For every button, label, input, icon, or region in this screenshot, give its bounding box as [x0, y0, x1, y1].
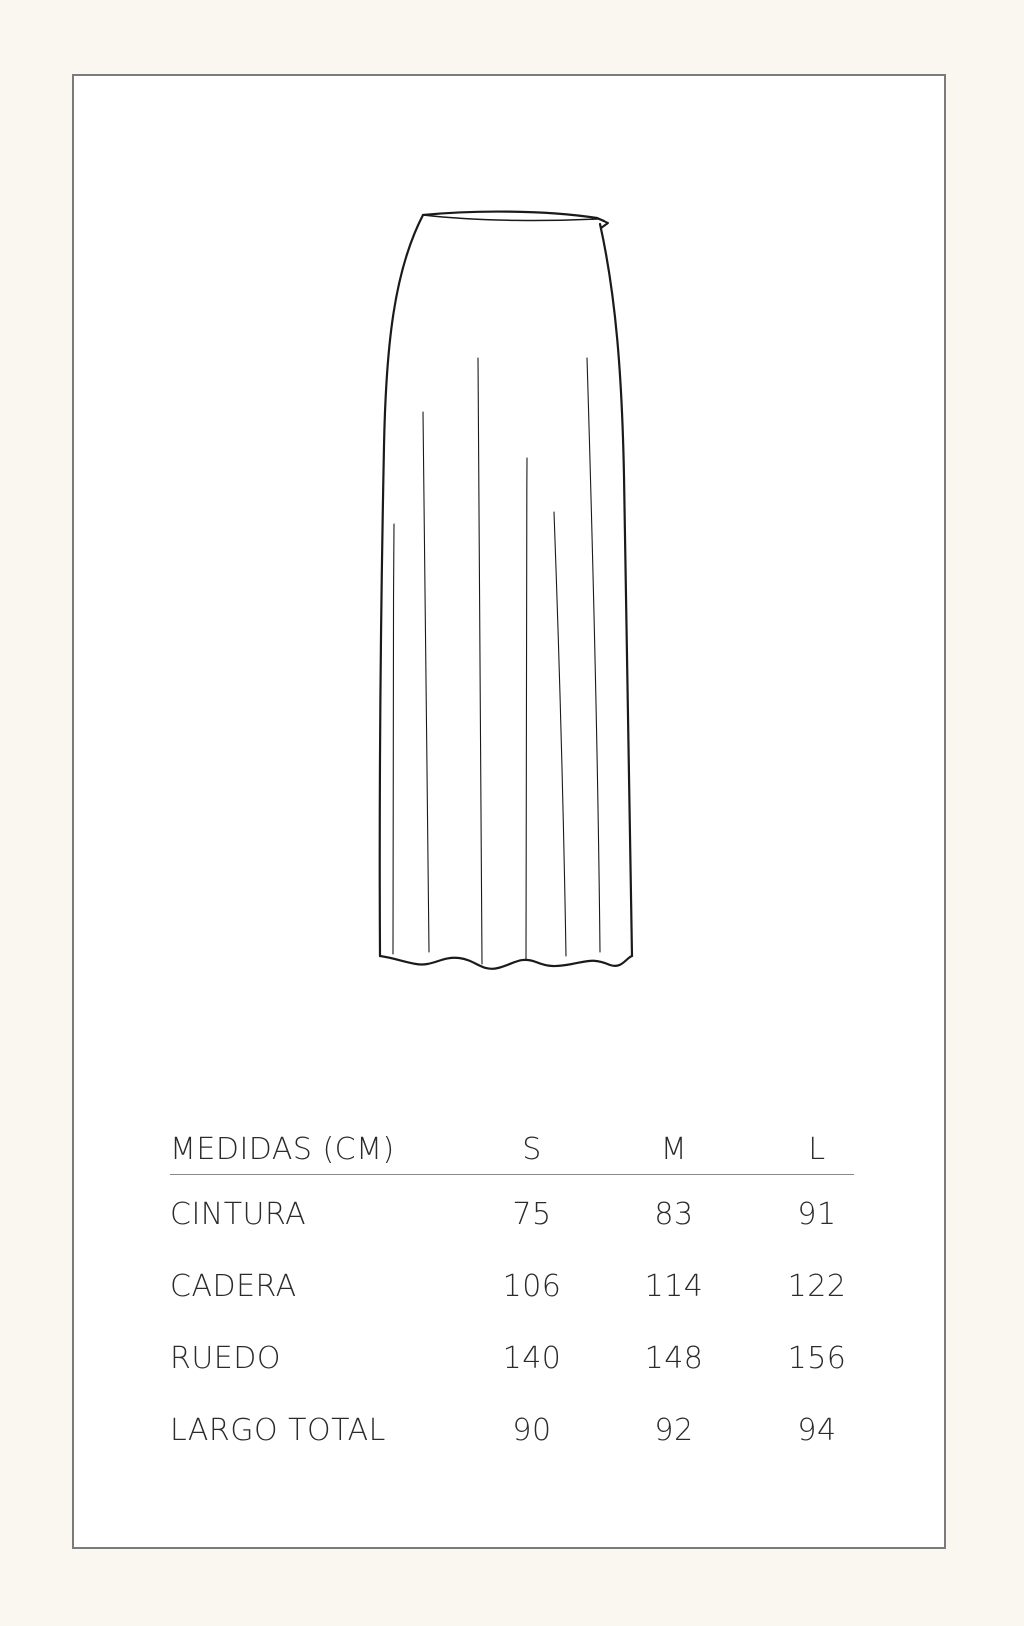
row-label: CINTURA	[170, 1197, 307, 1232]
size-guide-card	[72, 74, 946, 1549]
table-row-cadera	[170, 1247, 854, 1319]
size-table	[170, 1116, 854, 1463]
skirt-left-outline	[380, 215, 423, 956]
table-row-ruedo	[170, 1319, 854, 1391]
skirt-waistband-tie	[597, 218, 608, 228]
value-l: 94	[797, 1413, 837, 1448]
value-m: 148	[644, 1341, 704, 1376]
value-s: 106	[502, 1269, 562, 1304]
skirt-fold-line	[526, 458, 527, 960]
value-m: 83	[654, 1197, 694, 1232]
value-l: 91	[797, 1197, 837, 1232]
value-l: 156	[787, 1341, 847, 1376]
value-s: 90	[512, 1413, 552, 1448]
skirt-fold-line	[587, 358, 600, 952]
row-label: RUEDO	[170, 1341, 281, 1376]
measurements-header-label: MEDIDAS (CM)	[170, 1132, 395, 1167]
skirt-fold-line	[478, 358, 482, 964]
size-header-m: M	[660, 1132, 688, 1167]
value-s: 75	[512, 1197, 552, 1232]
skirt-fold-line	[423, 412, 429, 952]
size-header-s: S	[522, 1132, 542, 1167]
size-table-header	[170, 1116, 854, 1175]
table-row-largo-total	[170, 1391, 854, 1463]
row-label: CADERA	[170, 1269, 297, 1304]
skirt-fold-line	[554, 512, 566, 956]
skirt-hem	[380, 956, 632, 969]
value-m: 114	[644, 1269, 704, 1304]
value-m: 92	[654, 1413, 694, 1448]
value-s: 140	[502, 1341, 562, 1376]
size-header-l: L	[808, 1132, 826, 1167]
skirt-right-outline	[600, 224, 632, 956]
row-label: LARGO TOTAL	[170, 1413, 386, 1448]
skirt-fold-line	[393, 524, 394, 954]
table-row-cintura	[170, 1175, 854, 1247]
value-l: 122	[787, 1269, 847, 1304]
